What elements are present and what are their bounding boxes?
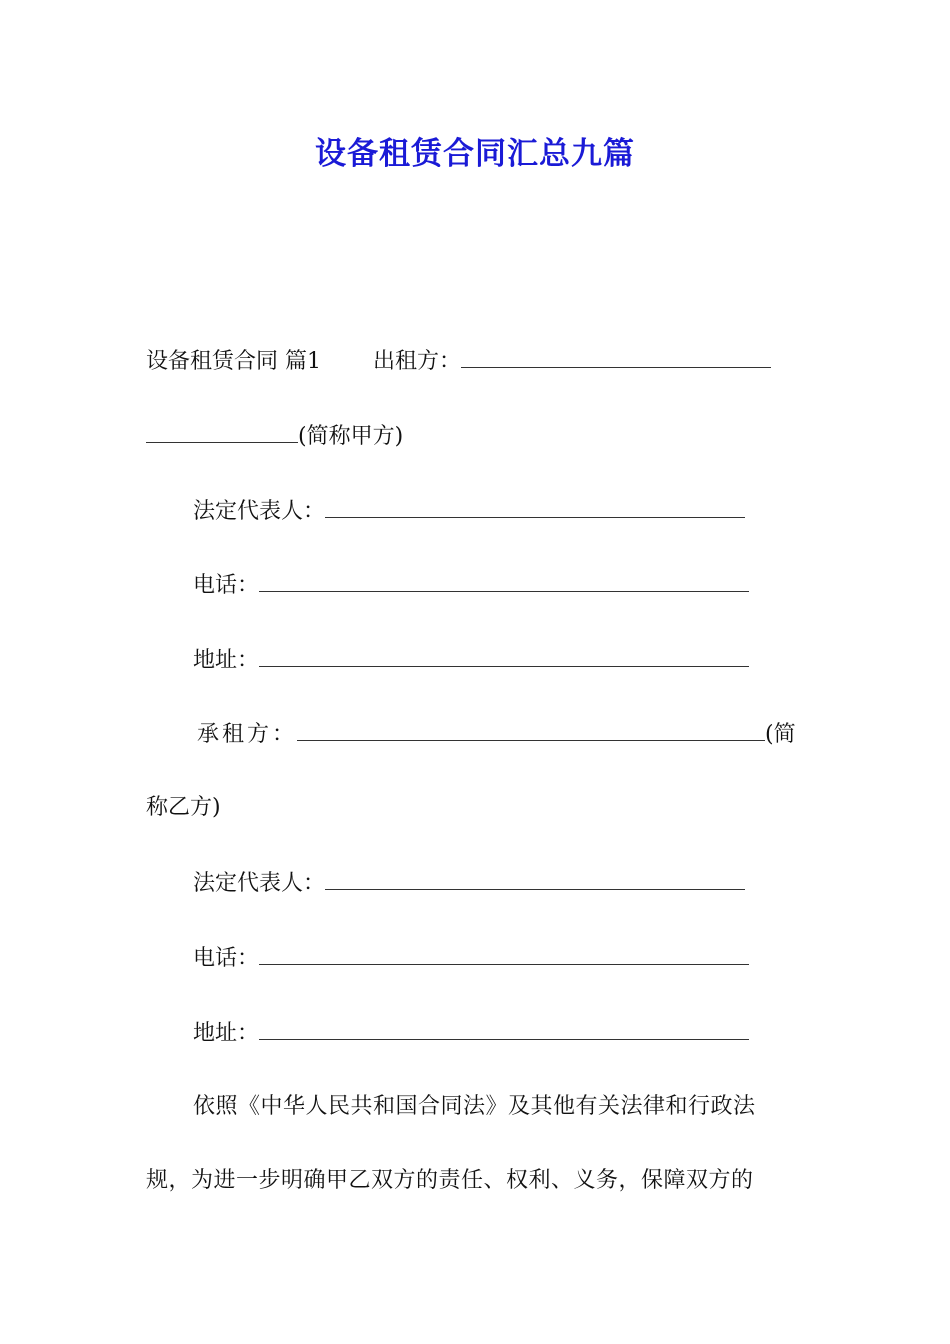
lessor-suffix: (简称甲方) <box>298 424 404 449</box>
lessee-representative-blank[interactable] <box>325 867 745 890</box>
body-paragraph-line-2: 规，为进一步明确甲乙双方的责任、权利、义务，保障双方的 <box>146 1168 754 1193</box>
lessor-name-blank[interactable] <box>461 345 771 368</box>
document-title: 设备租赁合同汇总九篇 <box>315 136 635 172</box>
lessor-phone-line <box>193 569 749 601</box>
lessee-name-blank[interactable] <box>297 718 765 741</box>
field-label: 地址： <box>193 1021 260 1046</box>
lessor-address-blank[interactable] <box>259 644 749 667</box>
lessee-address-line <box>193 1017 749 1049</box>
field-label: 电话： <box>193 573 260 598</box>
lessor-suffix-line <box>146 420 403 452</box>
lessee-line <box>197 718 796 750</box>
field-label: 电话： <box>193 946 260 971</box>
lessor-phone-blank[interactable] <box>259 569 749 592</box>
body-paragraph-line-1: 依照《中华人民共和国合同法》及其他有关法律和行政法 <box>193 1094 756 1119</box>
lessee-suffix-end: 称乙方) <box>146 795 221 820</box>
lessor-address-line <box>193 644 749 676</box>
lessor-representative-line <box>193 495 745 527</box>
contract-heading: 设备租赁合同 篇1 <box>146 349 321 374</box>
lessor-name-blank-cont[interactable] <box>146 420 298 443</box>
lessee-phone-blank[interactable] <box>259 942 749 965</box>
lessor-label: 出租方： <box>373 349 462 374</box>
field-label: 法定代表人： <box>193 499 326 524</box>
lessor-heading-line <box>146 345 771 377</box>
lessor-representative-blank[interactable] <box>325 495 745 518</box>
lessee-suffix-start: (简 <box>765 722 796 747</box>
lessee-representative-line <box>193 867 745 899</box>
lessee-label: 承租方： <box>197 722 298 747</box>
lessee-suffix-line <box>146 793 221 823</box>
field-label: 法定代表人： <box>193 871 326 896</box>
lessee-phone-line <box>193 942 749 974</box>
field-label: 地址： <box>193 648 260 673</box>
lessee-address-blank[interactable] <box>259 1017 749 1040</box>
